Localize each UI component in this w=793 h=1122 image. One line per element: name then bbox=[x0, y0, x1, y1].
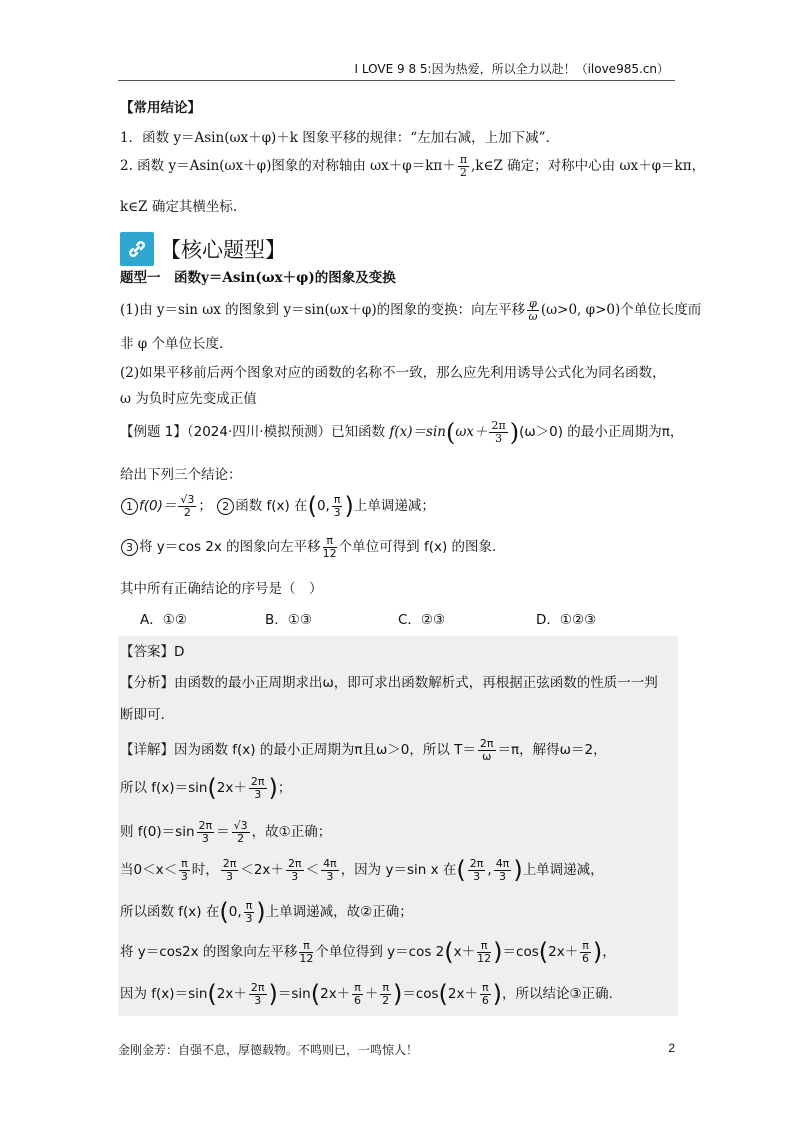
page-header: I LOVE 9 8 5:因为热爱，所以全力以赴！（ilove985.cn） bbox=[354, 62, 669, 76]
core-title-text: 【核心题型】 bbox=[160, 238, 286, 262]
detail-line-4: 当0＜x＜ $\frac{\pi}{3}$ 时， $\frac{2\pi}{3}$ ＜2x＋ $\frac{2\pi}{3}$ ＜ $\frac{4\pi}{3}$ ，因为 y＝sin x 在( $\frac{2\pi}{3}$ , $\frac{4\pi}{3}$ )上单调递减， bbox=[120, 856, 604, 885]
header-divider bbox=[118, 80, 675, 81]
footer-motto: 金刚金芳：自强不息，厚德载物。不鸣则已，一鸣惊人！ bbox=[118, 1043, 419, 1057]
example-1-statement-3: 3 将 y＝cos 2x 的图象向左平移 $\frac{\pi}{12}$ 个单位可得到 f(x) 的图象. bbox=[120, 535, 496, 559]
link-icon bbox=[120, 232, 154, 266]
detail-line-7: 因为 f(x)＝sin(2x＋ $\frac{2\pi}{3}$ )＝sin(2x＋ $\frac{\pi}{6}$ ＋ $\frac{\pi}{2}$ )＝cos(2x＋ $\frac{\pi}{6}$ )，所以结论③正确. bbox=[120, 980, 613, 1009]
page-number: 2 bbox=[668, 1041, 675, 1055]
option-c: C．②③ bbox=[398, 612, 446, 628]
option-a: A．①② bbox=[140, 612, 187, 628]
type1-point-1: (1)由 y＝sin ωx 的图象到 y＝sin(ωx＋φ)的图象的变换：向左平移 $\frac{\varphi}{\omega}$ (ω>0, φ>0)个单位长度而 bbox=[120, 297, 702, 323]
option-b: B．①③ bbox=[265, 612, 312, 628]
detail-line-2: 所以 f(x)＝sin(2x＋ $\frac{2\pi}{3}$ )； bbox=[120, 774, 292, 803]
detail-line-1: 【详解】因为函数 f(x) 的最小正周期为π且ω＞0，所以 T＝ $\frac{2\pi}{\omega}$ ＝π，解得ω＝2， bbox=[120, 737, 607, 763]
conclusion-2: 2. 函数 y＝Asin(ωx＋φ)图象的对称轴由 ωx＋φ＝kπ＋ $\frac{\pi}{2}$ ,k∈Z 确定；对称中心由 ωx＋φ＝kπ， bbox=[120, 153, 706, 179]
example-1-intro: 给出下列三个结论： bbox=[120, 467, 242, 483]
type1-point-2: (2)如果平移前后两个图象对应的函数的名称不一致，那么应先利用诱导公式化为同名函数， bbox=[120, 365, 666, 381]
example-1-statements-1-2: 1 f(0)＝ $\frac{√3}{2}$ ； 2 函数 f(x) 在(0, $\frac{\pi}{3}$ )上单调递减； bbox=[120, 494, 435, 518]
analysis-line: 【分析】由函数的最小正周期求出ω，即可求出函数解析式，再根据正弦函数的性质一一判 bbox=[120, 675, 658, 691]
conclusions-title: 【常用结论】 bbox=[120, 100, 201, 116]
conclusion-1: 1．函数 y＝Asin(ωx＋φ)＋k 图象平移的规律：“左加右减，上加下减”． bbox=[120, 130, 560, 146]
detail-line-6: 将 y＝cos2x 的图象向左平移 $\frac{\pi}{12}$ 个单位得到 y＝cos 2(x＋ $\frac{\pi}{12}$ )＝cos(2x＋ $\frac{\pi}{6}$ )， bbox=[120, 938, 616, 967]
example-1-question: 其中所有正确结论的序号是（ ） bbox=[120, 581, 323, 597]
type1-title: 题型一 函数y＝Asin(ωx＋φ)的图象及变换 bbox=[120, 270, 396, 286]
answer-line: 【答案】D bbox=[120, 644, 185, 660]
option-d: D．①②③ bbox=[536, 612, 597, 628]
example-1-stem: 【例题 1】（2024·四川·模拟预测）已知函数 f(x)＝sin(ωx＋ $\frac{2\pi}{3}$ )(ω＞0) 的最小正周期为π， bbox=[120, 418, 684, 447]
conclusion-2-cont: k∈Z 确定其横坐标. bbox=[120, 199, 238, 215]
analysis-line-cont: 断即可. bbox=[120, 707, 165, 723]
type1-point-1-cont: 非 φ 个单位长度. bbox=[120, 336, 224, 352]
type1-point-2-cont: ω 为负时应先变成正值 bbox=[120, 391, 257, 407]
detail-line-5: 所以函数 f(x) 在(0, $\frac{\pi}{3}$ )上单调递减，故②正确； bbox=[120, 898, 413, 927]
detail-line-3: 则 f(0)＝sin $\frac{2\pi}{3}$ ＝ $\frac{√3}{2}$ ，故①正确； bbox=[120, 819, 332, 845]
core-section-title bbox=[120, 230, 286, 268]
